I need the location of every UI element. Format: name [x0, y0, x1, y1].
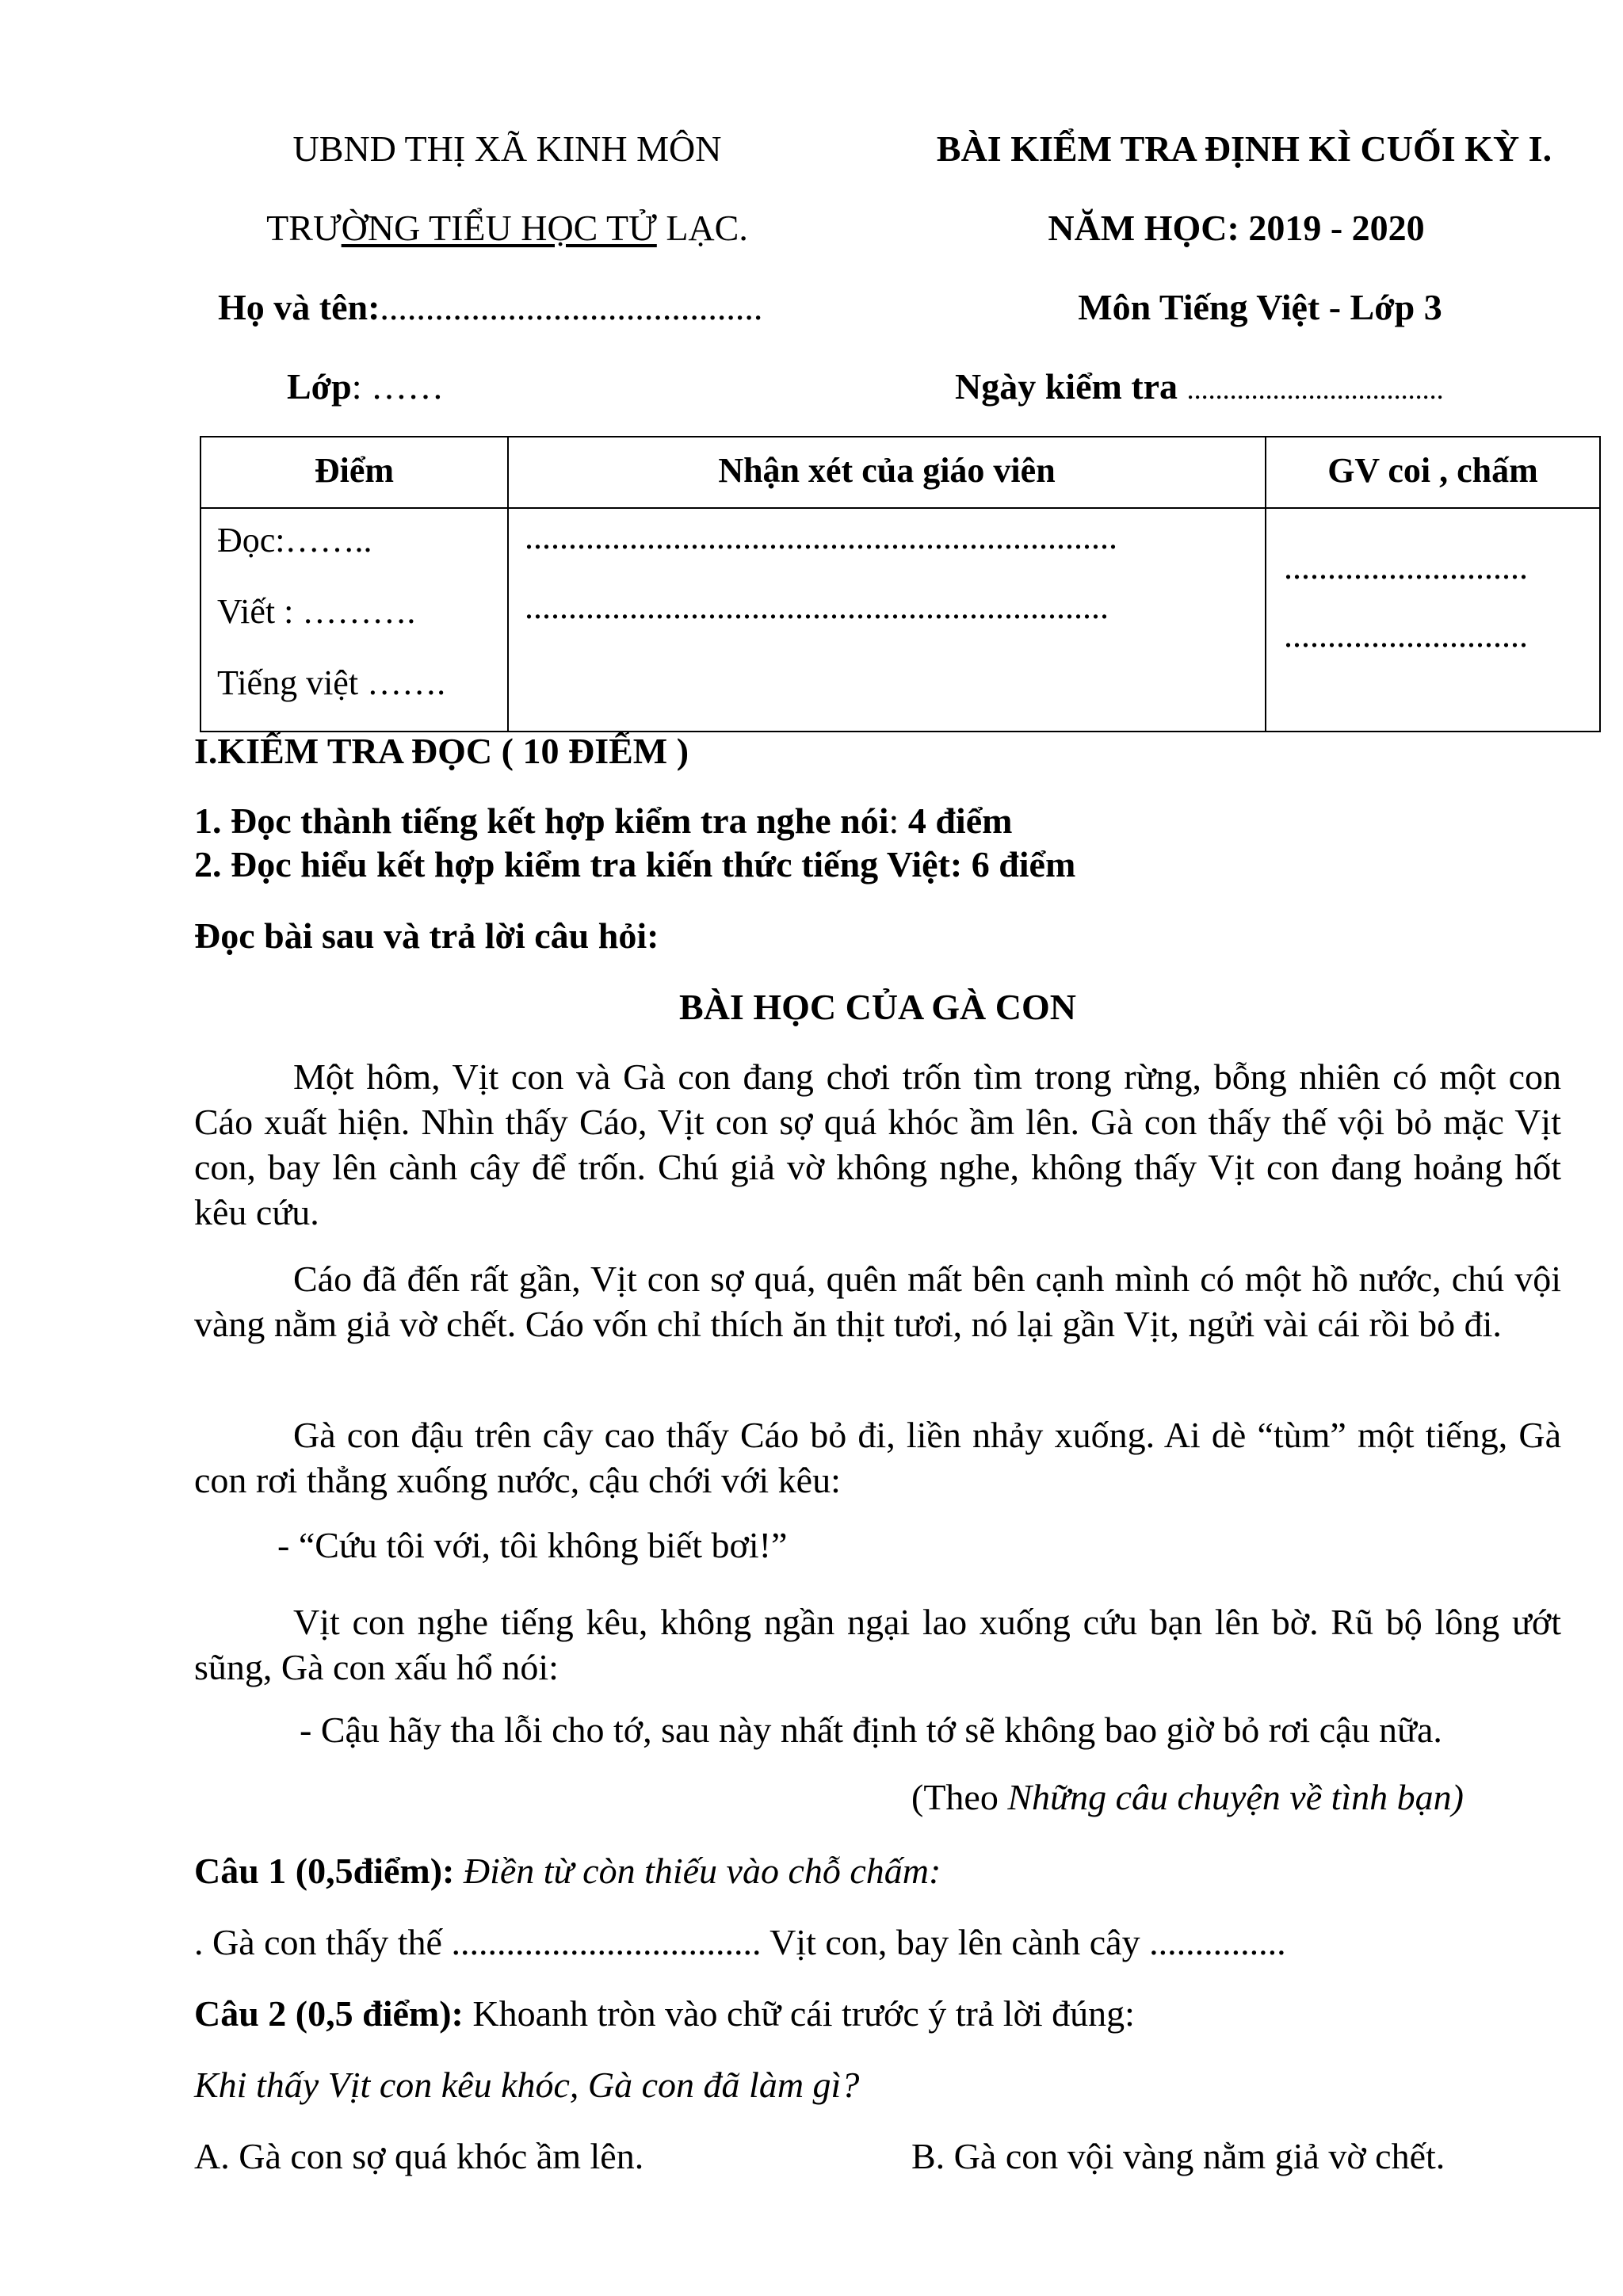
comment-line-1[interactable]: ....................................................................: [525, 518, 1117, 556]
story-source: [911, 1775, 1464, 1819]
school-name-part1: TRƯ: [266, 208, 342, 248]
question-2-option-b[interactable]: B. Gà con vội vàng nằm giả vờ chết.: [911, 2136, 1445, 2176]
story-source-title: Những câu chuyện về tình bạn): [1007, 1777, 1464, 1817]
column-header-comment: Nhận xét của giáo viên: [718, 451, 1056, 490]
question-1: [194, 1849, 941, 1893]
story-source-prefix: (Theo: [911, 1777, 1008, 1817]
class-label: Lớp: [287, 366, 352, 407]
student-name-blank: ..........................................: [380, 287, 763, 327]
column-header-score: Điểm: [314, 451, 395, 490]
column-header-grader: GV coi , chấm: [1327, 451, 1538, 490]
question-2-text: Khoanh tròn vào chữ cái trước ý trả lời đúng:: [463, 1993, 1135, 2034]
story-quote-2: - Cậu hãy tha lỗi cho tớ, sau này nhất định tớ sẽ không bao giờ bỏ rơi cậu nữa.: [300, 1710, 1442, 1750]
question-2: [194, 1992, 1135, 2035]
section-item-2: 2. Đọc hiểu kết hợp kiểm tra kiến thức tiếng Việt: 6 điểm: [194, 844, 1076, 884]
question-1-label: Câu 1 (0,5điểm):: [194, 1851, 455, 1891]
story-paragraph-1: Một hôm, Vịt con và Gà con đang chơi trốn tìm trong rừng, bỗng nhiên có một con Cáo xuất hiện. Nhìn thấy Cáo, Vịt con sợ quá khóc ầm lên. Gà con thấy thế vội bỏ mặc Vịt con, bay lên cành cây để trốn. Chú giả vờ không nghe, không thấy Vịt con đang hoảng hốt kêu cứu.: [194, 1056, 1561, 1232]
grader-line-1[interactable]: ............................: [1284, 548, 1528, 586]
section-item-1-sep: :: [888, 800, 908, 841]
question-2-option-a[interactable]: A. Gà con sợ quá khóc ầm lên.: [194, 2136, 644, 2176]
question-1-text: Điền từ còn thiếu vào chỗ chấm:: [454, 1851, 941, 1891]
exam-date-blank: ....................................: [1186, 373, 1444, 405]
story-quote-1: - “Cứu tôi với, tôi không biết bơi!”: [277, 1525, 788, 1565]
section-item-1-score: 4 điểm: [907, 800, 1013, 841]
score-vietnamese[interactable]: Tiếng việt …….: [217, 663, 446, 702]
story-paragraph-4: Vịt con nghe tiếng kêu, không ngần ngại lao xuống cứu bạn lên bờ. Rũ bộ lông ướt sũng, Gà con xấu hổ nói:: [194, 1602, 1561, 1687]
score-writing[interactable]: Viết : ……….: [217, 592, 416, 631]
section-item-1-text: 1. Đọc thành tiếng kết hợp kiểm tra nghe nói: [194, 800, 889, 841]
story-paragraph-3: Gà con đậu trên cây cao thấy Cáo bỏ đi, liền nhảy xuống. Ai dè “tùm” một tiếng, Gà con rơi thẳng xuống nước, cậu chới với kêu:: [194, 1415, 1561, 1500]
school-district: UBND THỊ XÃ KINH MÔN: [292, 128, 722, 169]
section-item-1: [194, 799, 1012, 842]
story-title: BÀI HỌC CỦA GÀ CON: [679, 987, 1076, 1027]
reading-instruction: Đọc bài sau và trả lời câu hỏi:: [194, 915, 659, 956]
school-name-part3: LẠC.: [656, 208, 748, 248]
question-1-answer-line[interactable]: . Gà con thấy thế .................................. Vịt con, bay lên cành cây ...............: [194, 1922, 1286, 1962]
school-name-part2: ỜNG TIỂU HỌC TỬ: [341, 208, 657, 248]
score-reading[interactable]: Đọc:……..: [217, 521, 372, 560]
subject-grade: Môn Tiếng Việt - Lớp 3: [1078, 287, 1442, 327]
exam-title: BÀI KIỂM TRA ĐỊNH KÌ CUỐI KỲ I.: [936, 128, 1552, 169]
school-name: [198, 206, 816, 250]
story-paragraph-2: Cáo đã đến rất gần, Vịt con sợ quá, quên mất bên cạnh mình có một hồ nước, chú vội vàng nằm giả vờ chết. Cáo vốn chỉ thích ăn thịt tươi, nó lại gần Vịt, ngửi vài cái rồi bỏ đi.: [194, 1259, 1561, 1344]
exam-date-field[interactable]: [955, 365, 1444, 408]
question-2-label: Câu 2 (0,5 điểm):: [194, 1993, 464, 2034]
question-2-prompt: Khi thấy Vịt con kêu khóc, Gà con đã làm gì?: [194, 2065, 860, 2105]
exam-date-label: Ngày kiểm tra: [955, 366, 1187, 407]
student-name-field[interactable]: [218, 285, 762, 329]
class-field[interactable]: [287, 365, 444, 408]
grader-line-2[interactable]: ............................: [1284, 616, 1528, 655]
section-title: I.KIỂM TRA ĐỌC ( 10 ĐIỂM ): [194, 731, 689, 771]
class-blank: : ……: [351, 366, 445, 407]
comment-line-2[interactable]: ...................................................................: [525, 587, 1109, 626]
score-table: [200, 436, 1601, 732]
school-year: NĂM HỌC: 2019 - 2020: [1048, 208, 1425, 248]
student-name-label: Họ và tên:: [218, 287, 380, 327]
